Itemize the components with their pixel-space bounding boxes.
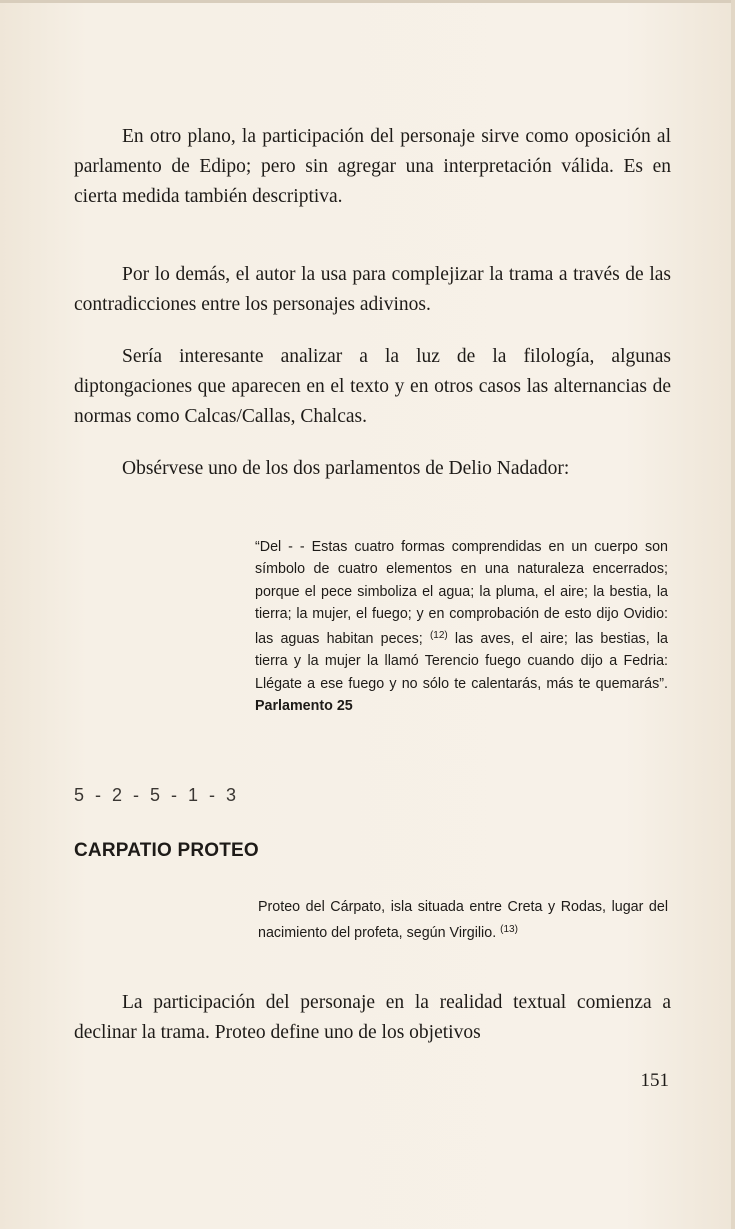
page-top-edge	[0, 0, 735, 3]
closing-paragraph: La participación del personaje en la realidad textual comienza a declinar la trama. Proteo define uno de los objetivos	[74, 992, 671, 1043]
paragraph-1: En otro plano, la participación del personaje sirve como oposición al parlamento de Edipo; pero sin agregar una interpretación válida. Es en cierta medida también descriptiva.	[74, 126, 671, 207]
paragraph-3: Sería interesante analizar a la luz de la filología, algunas diptongaciones que aparecen en el texto y en otros casos las alternancias de normas como Calcas/Callas, Chalcas.	[74, 346, 671, 427]
paragraph-2: Por lo demás, el autor la usa para complejizar la trama a través de las contradicciones entre los personajes adivinos.	[74, 264, 671, 315]
body-paragraphs	[74, 122, 671, 484]
closing-paragraph-block	[74, 988, 671, 1048]
quote-reference: Parlamento 25	[255, 698, 353, 715]
section-note	[258, 896, 668, 944]
block-quote	[255, 536, 668, 717]
number-sequence: 5 - 2 - 5 - 1 - 3	[74, 785, 240, 805]
quote-text-after-note: las aves, el aire; las bestias, la tierra y la mujer la llamó Terencio fuego cuando dijo a Fedria: Llégate a ese fuego y no sólo te calentarás, más te quemarás”.	[255, 631, 668, 692]
page-right-edge	[731, 0, 735, 1229]
quote-text-before-note: “Del - - Estas cuatro formas comprendidas en un cuerpo son símbolo de cuatro elementos en una naturaleza encerrados; porque el pece simboliza el agua; la pluma, el aire; la bestia, la tierra; la mujer, el fuego; y en comprobación de esto dijo Ovidio: las aguas habitan peces;	[255, 539, 668, 648]
quote-note-marker: (12)	[429, 630, 448, 642]
section-heading: CARPATIO PROTEO	[74, 840, 259, 861]
page-number: 151	[640, 1070, 669, 1091]
note-text: Proteo del Cárpato, isla situada entre Creta y Rodas, lugar del nacimiento del profeta, según Virgilio.	[258, 899, 668, 941]
note-marker: (13)	[500, 923, 518, 935]
paragraph-4: Obsérvese uno de los dos parlamentos de Delio Nadador:	[122, 458, 570, 479]
